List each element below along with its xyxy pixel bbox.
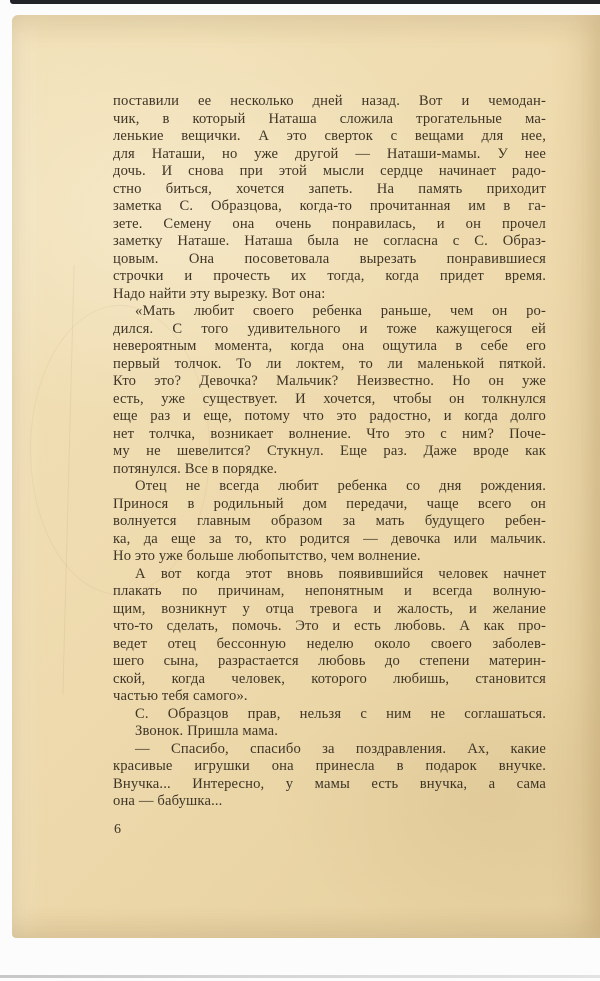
text-line: Принося в родильный дом передачи, чаще всего он xyxy=(113,495,546,512)
text-line: заметка С. Образцова, когда-то прочитанная им в га- xyxy=(113,198,546,214)
text-line: заметку Наташе. Наташа была не согласна с С. Образ- xyxy=(113,233,546,249)
text-line: еще раз и еще, потому что это радостно, и когда долго xyxy=(113,408,546,424)
text-line: строчки и прочесть их тогда, когда придет время. xyxy=(113,268,546,284)
text-line: есть, уже существует. И хочется, чтобы он толкнулся xyxy=(113,390,546,407)
text-line: Внучка... Интересно, у мамы есть внучка, а сама xyxy=(113,775,546,792)
text-line: «Мать любит своего ребенка раньше, чем он ро- xyxy=(135,303,546,319)
page-text-block xyxy=(113,93,546,811)
text-line: потянулся. Все в порядке. xyxy=(113,460,278,477)
text-line: зете. Семену она очень понравилась, и он прочел xyxy=(113,215,546,232)
text-line: частью тебя самого». xyxy=(113,688,248,704)
text-line: чик, в который Наташа сложила трогательные ма- xyxy=(113,110,546,127)
text-line: нет толчка, возникает волнение. Что это с ним? Поче- xyxy=(113,425,546,442)
scanner-edge-bottom xyxy=(0,975,600,978)
text-line: Но это уже больше любопытство, чем волнение. xyxy=(113,548,421,564)
text-line: цовым. Она посоветовала вырезать понравившиеся xyxy=(113,250,546,267)
text-line: Кто это? Девочка? Мальчик? Неизвестно. Но он уже xyxy=(113,373,546,389)
text-line: Звонок. Пришла мама. xyxy=(135,723,279,739)
text-line: волнуется главным образом за мать будущего ребен- xyxy=(113,513,546,529)
text-line: красивые игрушки она принесла в подарок внучке. xyxy=(113,758,546,774)
scanner-edge-top xyxy=(10,0,600,4)
text-line: ка, да еще за то, кто родится — девочка или мальчик. xyxy=(113,530,546,547)
text-line: поставили ее несколько дней назад. Вот и чемодан- xyxy=(113,93,546,109)
text-line: Надо найти эту вырезку. Вот она: xyxy=(113,285,326,302)
text-line: С. Образцов прав, нельзя с ним не соглашаться. xyxy=(135,705,546,722)
book-page-paper xyxy=(12,15,600,938)
text-line: ской, когда человек, которого любишь, становится xyxy=(113,670,546,687)
text-line: — Спасибо, спасибо за поздравления. Ах, какие xyxy=(135,740,546,757)
text-line: плакать по причинам, непонятным и всегда волную- xyxy=(113,583,546,599)
text-line: ленькие вещички. А это сверток с вещами для нее, xyxy=(113,128,546,144)
text-line: невероятным момента, когда она ощутила в себе его xyxy=(113,338,546,354)
text-line: первый толчок. То ли локтем, то ли маленькой пяткой. xyxy=(113,355,546,372)
text-line: му не шевелится? Стукнул. Еще раз. Даже вроде как xyxy=(113,443,546,459)
text-line: что-то сделать, помочь. Это и есть любовь. А как про- xyxy=(113,618,546,634)
text-line: шего сына, разрастается любовь до степени материн- xyxy=(113,653,546,669)
text-line: щим, возникнут у отца тревога и жалость, и желание xyxy=(113,600,546,617)
text-line: дился. С того удивительного и тоже кажущегося ей xyxy=(113,320,546,337)
text-line: ведет отец бессонную неделю около своего заболев- xyxy=(113,635,546,652)
text-line: Отец не всегда любит ребенка со дня рождения. xyxy=(135,478,546,494)
text-line: она — бабушка... xyxy=(113,793,223,809)
page-number: 6 xyxy=(114,822,121,837)
text-line: А вот когда этот вновь появившийся человек начнет xyxy=(135,565,546,582)
text-line: дочь. И снова при этой мысли сердце начинает радо- xyxy=(113,163,546,179)
text-line: стно биться, хочется запеть. На память приходит xyxy=(113,180,546,197)
text-line: для Наташи, но уже другой — Наташи-мамы. У нее xyxy=(113,145,546,162)
